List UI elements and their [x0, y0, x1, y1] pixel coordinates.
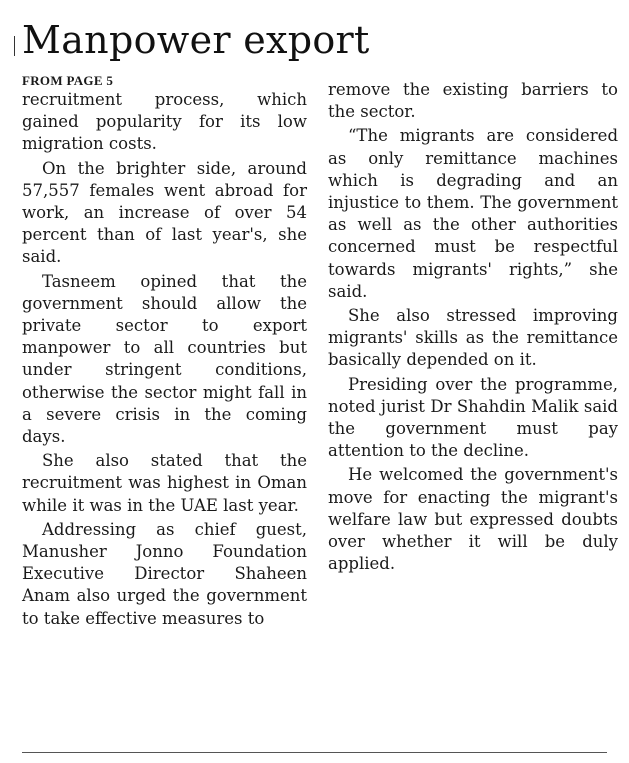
- paragraph: Addressing as chief guest, Manusher Jonno Foundation Executive Director Shaheen Anam also urged the government to take effective measures to: [22, 519, 307, 628]
- paragraph: She also stated that the recruitment was highest in Oman while it was in the UAE last year.: [22, 451, 307, 515]
- paragraph: Tasneem opined that the government should allow the private sector to export manpower to all countries but under stringent conditions, otherwise the sector might fall in a severe crisis in the coming days.: [22, 271, 307, 447]
- paragraph: recruitment process, which gained popularity for its low migration costs.: [22, 90, 307, 154]
- headline: Manpower export: [22, 18, 370, 62]
- article-column-left: [22, 72, 307, 632]
- paragraph: “The migrants are considered as only remittance machines which is degrading and an injustice to them. The government as well as the other authorities concerned must be respectful towards migrants' rights,” she said.: [328, 126, 618, 301]
- paragraph: remove the existing barriers to the sector.: [328, 80, 618, 122]
- paragraph: Presiding over the programme, noted jurist Dr Shahdin Malik said the government must pay attention to the decline.: [328, 374, 618, 461]
- jump-line: FROM PAGE 5: [22, 73, 114, 88]
- article-column-right: [328, 79, 618, 577]
- bottom-rule: [22, 752, 607, 753]
- paragraph: He welcomed the government's move for enacting the migrant's welfare law but expressed doubts over whether it will be duly applied.: [328, 465, 618, 574]
- paragraph: On the brighter side, around 57,557 females went abroad for work, an increase of over 54 percent than of last year's, she said.: [22, 158, 307, 267]
- paragraph: She also stressed improving migrants' skills as the remittance basically depended on it.: [328, 306, 618, 370]
- headline-side-rule: [14, 36, 15, 56]
